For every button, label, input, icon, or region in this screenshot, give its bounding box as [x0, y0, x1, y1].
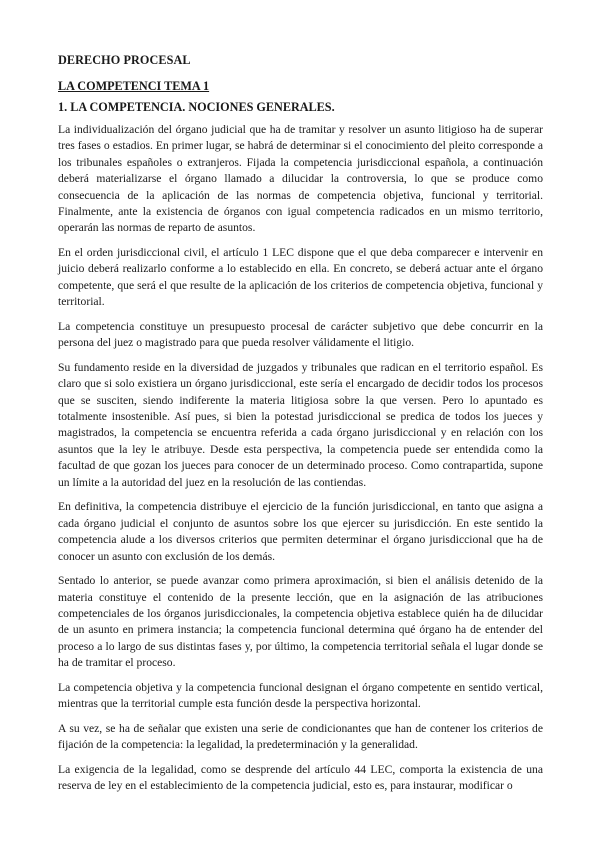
paragraph: La competencia objetiva y la competencia funcional designan el órgano competente en sentido vertical, mientras que la territorial cumple esta función desde la perspectiva horizontal. [58, 680, 543, 711]
paragraph: A su vez, se ha de señalar que existen una serie de condicionantes que han de contener los criterios de fijación de la competencia: la legalidad, la predeterminación y la generalidad. [58, 721, 543, 752]
document-subtitle: LA COMPETENCI TEMA 1 [58, 79, 210, 93]
section-heading: 1. LA COMPETENCIA. NOCIONES GENERALES. [58, 100, 335, 114]
paragraph: La individualización del órgano judicial que ha de tramitar y resolver un asunto litigioso ha de superar tres fases o estadios. En primer lugar, se habrá de determinar si el conocimiento del pleito corresponde a los tribunales españoles o extranjeros. Fijada la competencia jurisdiccional española, a continuación deberá materializarse el órgano llamado a dilucidar la controversia, lo que se produce como consecuencia de la aplicación de las normas de competencia objetiva, funcional y territorial. Finalmente, ante la existencia de órganos con igual competencia radicados en un mismo territorio, operarán las normas de reparto de asuntos. [58, 123, 543, 235]
paragraph: La competencia constituye un presupuesto procesal de carácter subjetivo que debe concurrir en la persona del juez o magistrado para que pueda resolver válidamente el litigio. [58, 319, 543, 350]
paragraph: Su fundamento reside en la diversidad de juzgados y tribunales que radican en el territorio español. Es claro que si solo existiera un órgano jurisdiccional, este sería el encargado de decidir todos los procesos que se susciten, siendo indiferente la materia litigiosa sobre la que versen. Pero lo apuntado es totalmente insostenible. Así pues, si bien la potestad jurisdiccional se predica de todos los jueces y magistrados, la competencia se encuentra referida a cada órgano jurisdiccional y en relación con los asuntos que la ley le atribuye. Desde esta perspectiva, la competencia puede ser entendida como la facultad de que gozan los jueces para conocer de un determinado proceso. Como contrapartida, supone un límite a la autoridad del juez en la resolución de las contiendas. [58, 360, 543, 489]
paragraph: En definitiva, la competencia distribuye el ejercicio de la función jurisdiccional, en tanto que asigna a cada órgano judicial el conjunto de asuntos sobre los que ejercer su jurisdicción. En este sentido la competencia alude a los diversos criterios que permiten determinar el órgano jurisdiccional que ha de conocer un asunto con exclusión de los demás. [58, 500, 543, 563]
document-title: DERECHO PROCESAL [58, 53, 191, 67]
paragraph: En el orden jurisdiccional civil, el artículo 1 LEC dispone que el que deba comparecer e intervenir en juicio deberá realizarlo conforme a lo establecido en ella. En concreto, se deberá actuar ante el órgano competente, que será el que resulte de la aplicación de los criterios de competencia objetiva, funcional y territorial. [58, 246, 543, 309]
paragraph: La exigencia de la legalidad, como se desprende del artículo 44 LEC, comporta la existencia de una reserva de ley en el establecimiento de la competencia judicial, esto es, para instaurar, modificar o [58, 762, 543, 793]
paragraph: Sentado lo anterior, se puede avanzar como primera aproximación, si bien el análisis detenido de la materia constituye el contenido de la presente lección, que en la asignación de las atribuciones competenciales de los órganos jurisdiccionales, la competencia objetiva establece quién ha de dilucidar de un asunto en primera instancia; la competencia funcional determina qué órgano ha de entender del proceso a lo largo de sus distintas fases y, por último, la competencia territorial señala el lugar donde se ha de tramitar el proceso. [58, 574, 543, 670]
